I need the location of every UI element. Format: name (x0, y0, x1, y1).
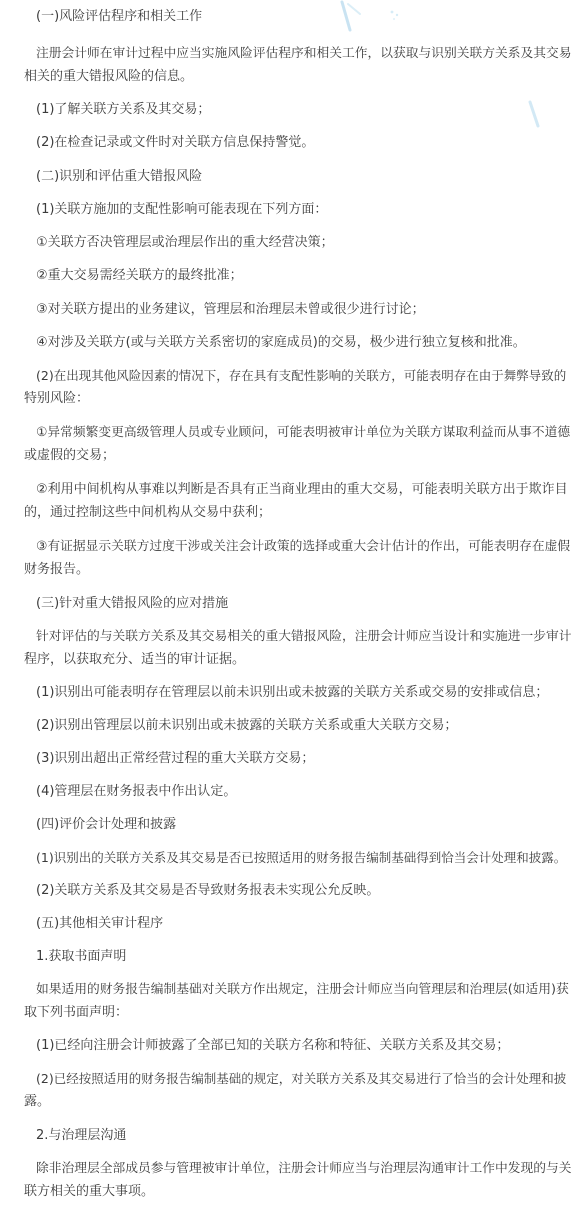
list-item: ③有证据显示关联方过度干涉或关注会计政策的选择或重大会计估计的作出，可能表明存在虚假 (36, 539, 571, 554)
section-heading: (三)针对重大错报风险的应对措施 (36, 596, 229, 611)
paragraph-line: 相关的重大错报风险的信息。 (24, 69, 194, 84)
paragraph-line: 如果适用的财务报告编制基础对关联方作出规定，注册会计师应当向管理层和治理层(如适用)获 (36, 982, 569, 997)
list-item: (2)已经按照适用的财务报告编制基础的规定，对关联方关系及其交易进行了恰当的会计处理和披 (36, 1071, 567, 1086)
list-item-continuation: 露。 (24, 1094, 51, 1109)
paragraph-line: 联方相关的重大事项。 (24, 1184, 155, 1199)
section-heading: (二)识别和评估重大错报风险 (36, 169, 203, 184)
paragraph-line: 程序，以获取充分、适当的审计证据。 (24, 652, 246, 667)
section-heading: (四)评价会计处理和披露 (36, 817, 177, 832)
section-heading: (五)其他相关审计程序 (36, 916, 164, 931)
list-item-continuation: 的，通过控制这些中间机构从交易中获利； (24, 505, 272, 520)
list-item: ④对涉及关联方(或与关联方关系密切的家庭成员)的交易，极少进行独立复核和批准。 (36, 335, 526, 350)
section-heading: (一)风险评估程序和相关工作 (36, 9, 203, 24)
list-item: (4)管理层在财务报表中作出认定。 (36, 784, 237, 799)
list-item: (1)关联方施加的支配性影响可能表现在下列方面： (36, 202, 328, 217)
paragraph-line: 取下列书面声明： (24, 1005, 129, 1020)
paragraph-line: 针对评估的与关联方关系及其交易相关的重大错报风险，注册会计师应当设计和实施进一步审计 (36, 629, 572, 644)
list-item: (1)了解关联方关系及其交易； (36, 102, 211, 117)
list-item-continuation: 或虚假的交易； (24, 448, 116, 463)
watermark-brush-mark (330, 0, 370, 34)
list-item: (2)识别出管理层以前未识别出或未披露的关联方关系或重大关联方交易； (36, 718, 458, 733)
list-item: (3)识别出超出正常经营过程的重大关联方交易； (36, 751, 315, 766)
watermark-brush-mark-lower (520, 100, 556, 130)
list-item: (1)已经向注册会计师披露了全部已知的关联方名称和特征、关联方关系及其交易； (36, 1038, 510, 1053)
list-item: (1)识别出可能表明存在管理层以前未识别出或未披露的关联方关系或交易的安排或信息； (36, 685, 549, 700)
paragraph-line: 注册会计师在审计过程中应当实施风险评估程序和相关工作，以获取与识别关联方关系及其交易 (36, 46, 572, 61)
list-item: ②利用中间机构从事难以判断是否具有正当商业理由的重大交易，可能表明关联方出于欺诈目 (36, 482, 568, 497)
list-item: (2)在出现其他风险因素的情况下，存在具有支配性影响的关联方，可能表明存在由于舞弊导致的 (36, 368, 567, 383)
list-item-continuation: 财务报告。 (24, 562, 90, 577)
list-item: (2)在检查记录或文件时对关联方信息保持警觉。 (36, 135, 315, 150)
list-item: (1)识别出的关联方关系及其交易是否已按照适用的财务报告编制基础得到恰当会计处理和披露。 (36, 850, 567, 865)
watermark-dots (388, 8, 404, 24)
list-item: ①关联方否决管理层或治理层作出的重大经营决策； (36, 235, 334, 250)
list-item-continuation: 特别风险： (24, 391, 90, 406)
list-item: ①异常频繁变更高级管理人员或专业顾问，可能表明被审计单位为关联方谋取利益而从事不道德 (36, 425, 571, 440)
paragraph-line: 除非治理层全部成员参与管理被审计单位，注册会计师应当与治理层沟通审计工作中发现的与关 (36, 1161, 572, 1176)
subsection-heading: 2.与治理层沟通 (36, 1128, 127, 1143)
list-item: (2)关联方关系及其交易是否导致财务报表未实现公允反映。 (36, 883, 380, 898)
subsection-heading: 1.获取书面声明 (36, 949, 127, 964)
list-item: ②重大交易需经关联方的最终批准； (36, 268, 243, 283)
list-item: ③对关联方提出的业务建议，管理层和治理层未曾或很少进行讨论； (36, 302, 425, 317)
